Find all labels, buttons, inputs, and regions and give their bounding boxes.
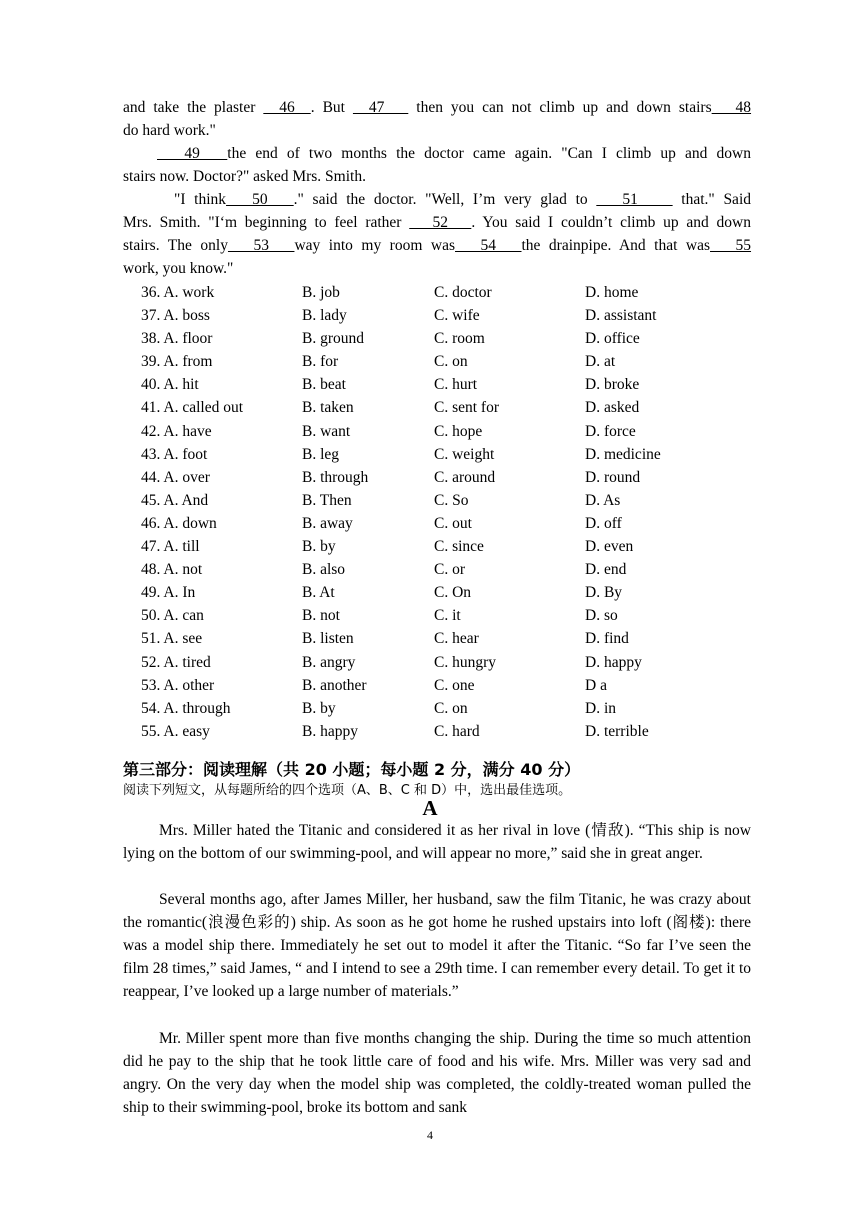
option-choice: 47. A. till	[141, 538, 200, 556]
option-choice: D. at	[585, 353, 616, 371]
option-choice: 40. A. hit	[141, 376, 199, 394]
option-row	[141, 396, 701, 419]
blank-46: 46	[263, 99, 311, 116]
option-choice: 51. A. see	[141, 630, 203, 648]
text-line: and take the plaster 46 . But 47 then you can not climb up and down stairs 48	[123, 99, 752, 116]
option-choice: 48. A. not	[141, 561, 203, 579]
blank-51: 51	[596, 191, 673, 208]
text-line: work, you know."	[123, 260, 234, 277]
section-heading: 第三部分：阅读理解（共 20 小题；每小题 2 分，满分 40 分）	[123, 760, 581, 779]
option-choice: 52. A. tired	[141, 653, 211, 671]
blank-52: 52	[409, 214, 472, 231]
blank-50: 50	[226, 191, 294, 208]
option-row	[141, 604, 701, 627]
option-choice: B. not	[302, 607, 340, 625]
option-choice: C. sent for	[434, 399, 500, 417]
option-choice: B. by	[302, 538, 336, 556]
option-choice: C. On	[434, 584, 472, 602]
blank-48: 48	[711, 99, 752, 116]
option-row	[141, 720, 701, 743]
option-choice: 41. A. called out	[141, 399, 244, 417]
option-choice: D. round	[585, 468, 641, 486]
option-row	[141, 373, 701, 396]
option-choice: 42. A. have	[141, 422, 212, 440]
option-choice: 38. A. floor	[141, 330, 213, 348]
option-choice: D. medicine	[585, 445, 661, 463]
option-choice: C. out	[434, 514, 472, 532]
option-choice: 53. A. other	[141, 676, 215, 694]
option-choice: D a	[585, 676, 607, 694]
option-choice: 46. A. down	[141, 514, 217, 532]
option-choice: 45. A. And	[141, 491, 209, 509]
passage-letter: A	[422, 796, 438, 820]
option-choice: D. office	[585, 330, 640, 348]
option-row	[141, 581, 701, 604]
option-choice: C. hurt	[434, 376, 478, 394]
option-row	[141, 443, 701, 466]
option-choice: B. ground	[302, 330, 364, 348]
option-choice: 54. A. through	[141, 699, 231, 717]
option-choice: C. on	[434, 353, 468, 371]
option-choice: B. happy	[302, 722, 358, 740]
option-choice: 43. A. foot	[141, 445, 208, 463]
passage-paragraph-3: Mr. Miller spent more than five months changing the ship. During the time so much attention did he pay to the ship that he took little care of food and his wife. Mrs. Miller was very sad and angry. On the very day when the model ship was completed, the coldly-treated woman pulled the ship to their swimming-pool, broke its bottom and sank	[123, 1030, 752, 1116]
option-choice: B. angry	[302, 653, 356, 671]
cloze-paragraph-3	[123, 188, 751, 280]
answer-options-list	[141, 281, 701, 743]
option-choice: D. home	[585, 284, 639, 301]
option-choice: D. even	[585, 538, 634, 556]
option-choice: B. beat	[302, 376, 346, 394]
option-choice: 39. A. from	[141, 353, 213, 371]
option-choice: B. listen	[302, 630, 354, 648]
option-choice: C. around	[434, 468, 496, 486]
option-choice: B. lady	[302, 307, 347, 325]
option-choice: B. for	[302, 353, 339, 371]
option-choice: C. weight	[434, 445, 495, 463]
blank-49: 49	[157, 145, 228, 162]
option-choice: C. hear	[434, 630, 479, 648]
option-choice: C. So	[434, 491, 469, 509]
option-row	[141, 535, 701, 558]
page-number: 4	[427, 1128, 433, 1142]
option-choice: B. Then	[302, 491, 352, 509]
text-line: do hard work."	[123, 122, 216, 139]
option-choice: C. hard	[434, 722, 480, 740]
option-choice: B. away	[302, 514, 353, 532]
option-choice: C. hungry	[434, 653, 496, 671]
option-choice: D. As	[585, 491, 621, 509]
option-row	[141, 281, 701, 304]
option-choice: B. job	[302, 284, 340, 301]
option-choice: 55. A. easy	[141, 722, 210, 740]
option-row	[141, 350, 701, 373]
option-row	[141, 627, 701, 650]
cloze-paragraph-1	[123, 96, 751, 142]
option-row	[141, 327, 701, 350]
option-row	[141, 697, 701, 720]
text-line: "I think 50 ." said the doctor. "Well, I’m very glad to 51 that." Said	[174, 191, 751, 208]
option-choice: D. force	[585, 422, 636, 440]
option-choice: C. on	[434, 699, 468, 717]
option-choice: C. it	[434, 607, 461, 625]
section-instruction: 阅读下列短文，从每题所给的四个选项（A、B、C 和 D）中，选出最佳选项。	[123, 783, 572, 798]
option-choice: C. one	[434, 676, 475, 694]
option-choice: B. want	[302, 422, 351, 440]
option-choice: 50. A. can	[141, 607, 204, 625]
text-line: 49 the end of two months the doctor came again. "Can I climb up and down	[157, 145, 752, 162]
option-choice: D. in	[585, 699, 616, 717]
blank-47: 47	[352, 99, 409, 116]
blank-55: 55	[710, 237, 752, 254]
text-line: stairs. The only 53 way into my room was 54 the drainpipe. And that was 55	[123, 237, 752, 254]
option-choice: B. also	[302, 561, 346, 579]
option-row	[141, 489, 701, 512]
option-choice: D. happy	[585, 653, 642, 671]
option-choice: B. by	[302, 699, 336, 717]
option-row	[141, 512, 701, 535]
option-choice: C. doctor	[434, 284, 492, 301]
option-choice: 44. A. over	[141, 468, 210, 486]
option-choice: D. broke	[585, 376, 640, 394]
option-choice: D. end	[585, 561, 627, 579]
blank-54: 54	[455, 237, 522, 254]
option-choice: B. leg	[302, 445, 340, 463]
option-choice: C. wife	[434, 307, 480, 325]
option-choice: C. room	[434, 330, 485, 348]
passage-paragraph-2: Several months ago, after James Miller, her husband, saw the film Titanic, he was crazy about the romantic(浪漫色彩的) ship. As soon as he got home he rushed upstairs into loft (阁楼): there was a model ship there. Immediately he set out to model it after the Titanic. “So far I’ve seen the film 28 times,” said James, “ and I intend to see a 29th time. I can remember every detail. To get it to reappear, I’ve looked up a large number of materials.”	[123, 891, 752, 1000]
option-row	[141, 466, 701, 489]
option-choice: C. or	[434, 561, 465, 579]
option-row	[141, 558, 701, 581]
option-choice: C. hope	[434, 422, 483, 440]
option-choice: D. By	[585, 584, 623, 602]
passage-paragraph-1: Mrs. Miller hated the Titanic and considered it as her rival in love (情敌). “This ship is now lying on the bottom of our swimming-pool, and will appear no more,” said she in great anger.	[123, 822, 751, 862]
option-choice: 36. A. work	[141, 284, 215, 301]
option-choice: D. assistant	[585, 307, 657, 325]
option-choice: B. At	[302, 584, 335, 602]
option-choice: B. another	[302, 676, 367, 694]
option-choice: D. find	[585, 630, 629, 648]
option-choice: 37. A. boss	[141, 307, 210, 325]
option-row	[141, 304, 701, 327]
option-row	[141, 420, 701, 443]
blank-53: 53	[227, 237, 295, 254]
option-row	[141, 651, 701, 674]
cloze-paragraph-2	[123, 142, 751, 188]
option-row	[141, 674, 701, 697]
option-choice: D. asked	[585, 399, 640, 417]
option-choice: 49. A. In	[141, 584, 196, 602]
text-line: Mrs. Smith. "I‘m beginning to feel rather 52 . You said I couldn’t climb up and down	[123, 214, 752, 231]
option-choice: B. through	[302, 468, 369, 486]
option-choice: C. since	[434, 538, 484, 556]
option-choice: D. off	[585, 514, 622, 532]
text-line: stairs now. Doctor?" asked Mrs. Smith.	[123, 168, 366, 185]
option-choice: D. so	[585, 607, 618, 625]
option-choice: D. terrible	[585, 722, 649, 740]
option-choice: B. taken	[302, 399, 354, 417]
